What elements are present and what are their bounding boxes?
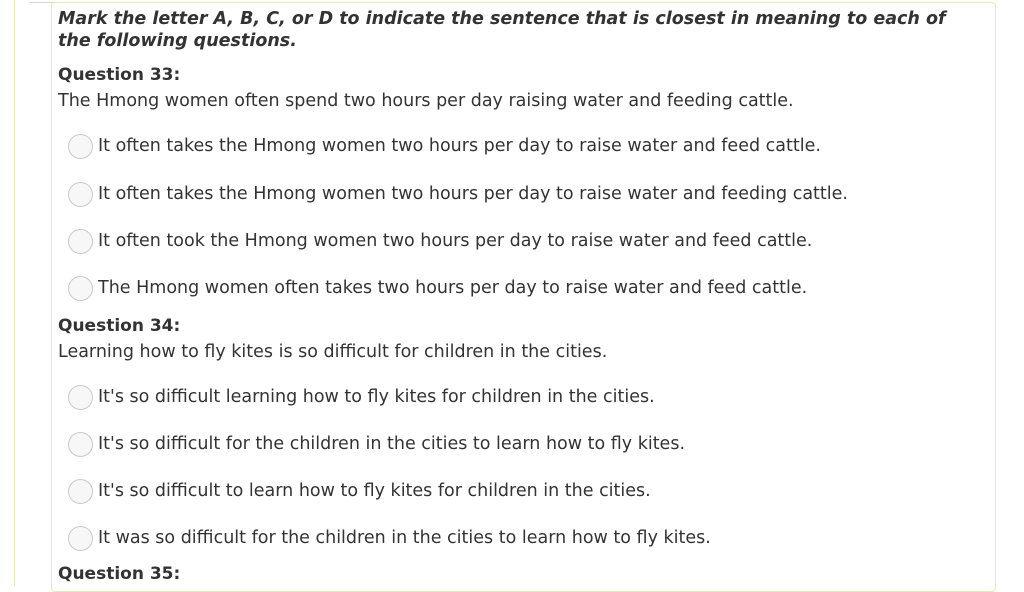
question-34-stem: Learning how to fly kites is so difficult for children in the cities. [58, 342, 608, 362]
q34-option-d[interactable] [68, 524, 711, 552]
q33-option-b[interactable] [68, 180, 848, 208]
question-33-stem: The Hmong women often spend two hours per day raising water and feeding cattle. [58, 91, 794, 111]
q34-option-b[interactable] [68, 430, 685, 458]
question-34-label: Question 34: [58, 316, 181, 336]
q33-option-c[interactable] [68, 227, 812, 255]
radio-button[interactable] [68, 479, 93, 504]
q34-option-c[interactable] [68, 477, 651, 505]
option-text: It's so difficult learning how to fly kites for children in the cities. [98, 387, 655, 407]
radio-button[interactable] [68, 276, 93, 301]
radio-button[interactable] [68, 432, 93, 457]
option-text: The Hmong women often takes two hours per day to raise water and feed cattle. [98, 278, 808, 298]
question-35-label: Question 35: [58, 564, 181, 584]
instruction-text: Mark the letter A, B, C, or D to indicate the sentence that is closest in meaning to each of the following questions. [58, 9, 946, 51]
q33-option-d[interactable] [68, 274, 807, 302]
option-text: It often takes the Hmong women two hours per day to raise water and feed cattle. [98, 136, 821, 156]
question-33-label: Question 33: [58, 65, 181, 85]
radio-button[interactable] [68, 182, 93, 207]
option-text: It was so difficult for the children in the cities to learn how to fly kites. [98, 528, 711, 548]
q33-option-a[interactable] [68, 132, 821, 160]
radio-button[interactable] [68, 134, 93, 159]
q34-option-a[interactable] [68, 383, 655, 411]
radio-button[interactable] [68, 385, 93, 410]
radio-button[interactable] [68, 229, 93, 254]
radio-button[interactable] [68, 526, 93, 551]
option-text: It often takes the Hmong women two hours per day to raise water and feeding cattle. [98, 184, 848, 204]
option-text: It often took the Hmong women two hours per day to raise water and feed cattle. [98, 231, 813, 251]
option-text: It's so difficult to learn how to fly kites for children in the cities. [98, 481, 651, 501]
option-text: It's so difficult for the children in the cities to learn how to fly kites. [98, 434, 686, 454]
